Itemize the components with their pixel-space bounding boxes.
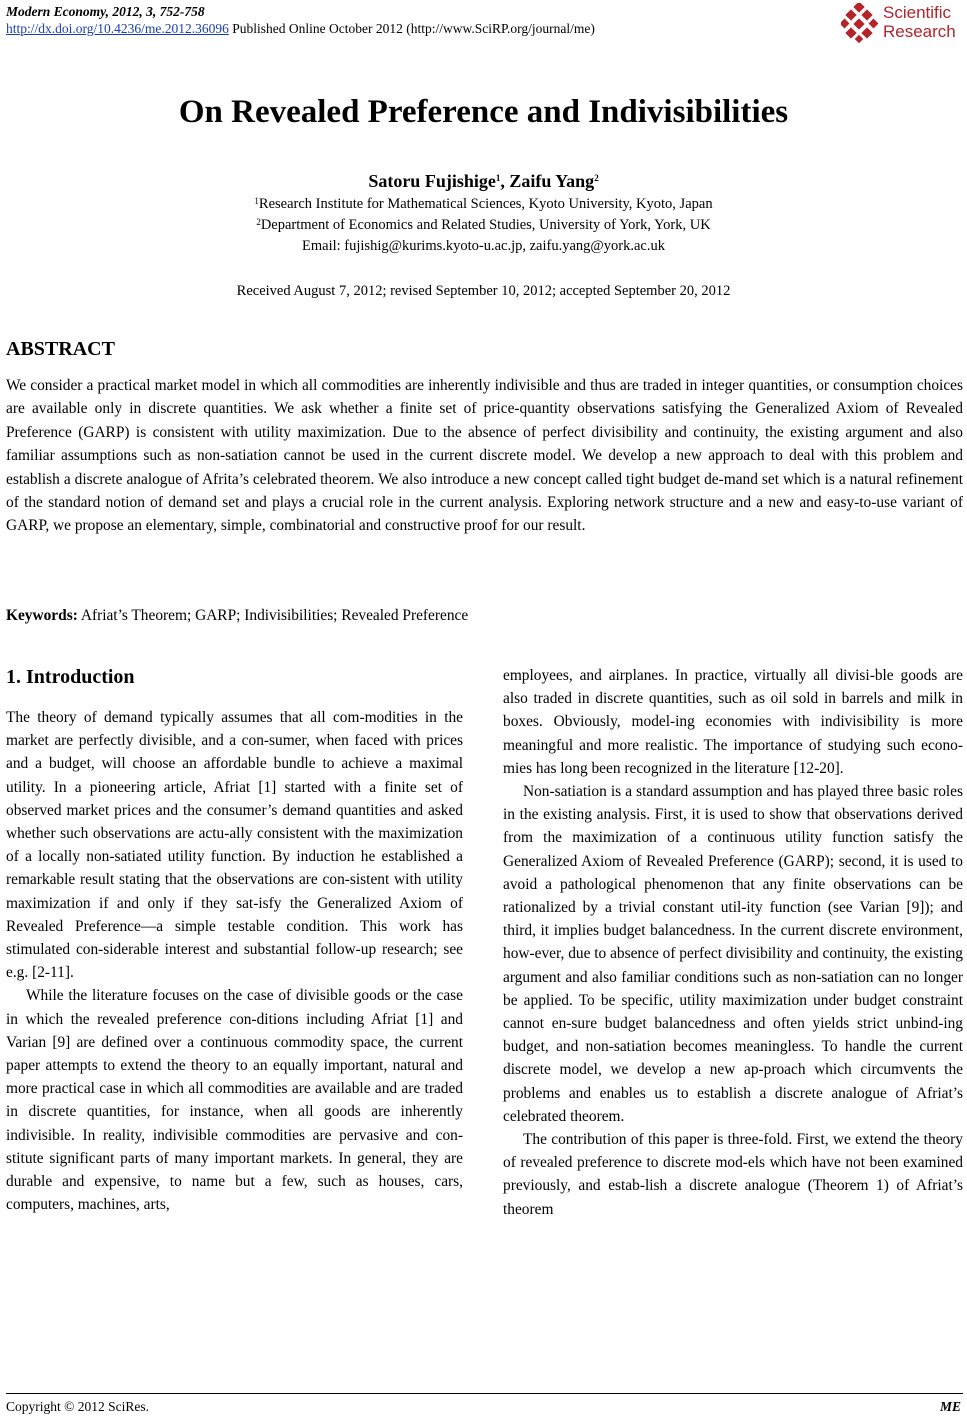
logo-mark-icon	[841, 3, 879, 43]
affiliation-2-text: Department of Economics and Related Studies, University of York, York, UK	[260, 217, 711, 233]
author-1-affiliation-mark: 1	[495, 173, 501, 183]
footer-copyright: Copyright © 2012 SciRes.	[6, 1399, 150, 1414]
logo-text-scientific: Scientific	[883, 3, 952, 22]
affiliation-1-text: Research Institute for Mathematical Sciences, Kyoto University, Kyoto, Japan	[258, 196, 713, 212]
paper-title: On Revealed Preference and Indivisibilities	[178, 94, 789, 130]
intro-paragraph-1: The theory of demand typically assumes that all com-modities in the market are perfectly divisible, and a con-sumer, when faced with prices and a budget, will choose an affordable bundle to achieve a maximal utility. In a pioneering article, Afriat [1] started with a finite set of observed market prices and the consumer’s demand quantities and asked whether such observations are actu-ally consistent with the maximization of a locally non-satiated utility function. By induction he established a remarkable result stating that the observations are con-sistent with utility maximization if and only if they sat-isfy the Generalized Axiom of Revealed Preference—a simple testable condition. This work has stimulated con-siderable interest and substantial follow-up research; see e.g. [2-11].	[6, 709, 463, 982]
right-column	[503, 664, 963, 1221]
keywords-label: Keywords:	[6, 607, 78, 624]
author-2-affiliation-mark: 2	[594, 173, 599, 183]
left-column	[6, 706, 463, 1216]
logo-text-research: Research	[883, 22, 956, 41]
abstract-heading: ABSTRACT	[6, 338, 115, 360]
intro-paragraph-3: Non-satiation is a standard assumption and has played three basic roles in the existing analysis. First, it is used to show that observations derived from the maximization of a continuous utility function satisfy the Generalized Axiom of Revealed Preference (GARP); second, it is used to avoid a pathological phenomenon that any finite observations can be rationalized by a trivial constant util-ity function (see Varian [9]); and third, it implies budget balancedness. In the current discrete environment, how-ever, due to absence of perfect divisibility and continuity, the existing argument and also familiar conditions such as non-satiation can no longer be applied. To be specific, utility maximization under budget constraint cannot en-sure budget balancedness and often yields strict unbind-ing budget, and non-satiation becomes meaningless. To handle the current discrete model, we develop a new ap-proach which circumvents the problems and enables us to establish a discrete analogue of Afriat’s celebrated theorem.	[503, 783, 963, 1125]
intro-paragraph-2: While the literature focuses on the case of divisible goods or the case in which the revealed preference con-ditions including Afriat [1] and Varian [9] are defined over a continuous commodity space, the current paper attempts to extend the theory to an equally important, natural and more practical case in which all commodities are available and are traded in discrete quantities, for instance, when all goods are inherently indivisible. In reality, indivisible commodities are pervasive and con-stitute significant parts of many important markets. In general, they are durable and expensive, to name but a few, such as houses, cars, computers, machines, arts,	[6, 987, 463, 1214]
affiliation-1	[0, 194, 967, 214]
scientific-research-logo	[841, 2, 961, 44]
author-2: Zaifu Yang	[509, 171, 595, 191]
doi-link[interactable]: http://dx.doi.org/10.4236/me.2012.36096	[6, 21, 229, 36]
received-dates: Received August 7, 2012; revised September 10, 2012; accepted September 20, 2012	[236, 283, 731, 299]
abstract-text: We consider a practical market model in which all commodities are inherently indivisible and thus are traded in integer quantities, or consumption choices are available only in discrete quantities. We ask whether a finite set of price-quantity observations satisfying the Generalized Axiom of Revealed Preference (GARP) is consistent with utility maximization. Due to the absence of perfect divisibility and continuity, the existing argument and also familiar assumptions such as non-satiation cannot be used in the current discrete model. We develop a new approach to deal with this problem and establish a discrete analogue of Afrita’s celebrated theorem. We also introduce a new concept called tight budget de-mand set which is a natural refinement of the standard notion of demand set and plays a crucial role in the current analysis. Exploring network structure and a new and easy-to-use variant of GARP, we propose an elementary, simple, combinatorial and constructive proof for our result.	[6, 377, 963, 535]
section-heading-introduction: 1. Introduction	[6, 666, 135, 688]
keywords	[6, 605, 963, 627]
intro-paragraph-2-continued: employees, and airplanes. In practice, virtually all divisi-ble goods are also traded in discrete quantities, such as oil sold in barrels and milk in boxes. Obviously, model-ing economies with indivisibility is more meaningful and more realistic. The importance of studying such econo-mies has long been recognized in the literature [12-20].	[503, 667, 963, 777]
affiliation-2-mark: 2	[256, 217, 261, 227]
journal-volume-pages: , 2012, 3, 752-758	[105, 4, 205, 19]
author-1: Satoru Fujishige	[368, 171, 496, 191]
intro-paragraph-4: The contribution of this paper is three-fold. First, we extend the theory of revealed preference to discrete mod-els which have not been examined previously, and estab-lish a discrete analogue (Theorem 1) of Afriat’s theorem	[503, 1131, 963, 1218]
affiliation-1-mark: 1	[254, 196, 259, 206]
author-separator: ,	[500, 171, 510, 191]
footer-journal-abbreviation: ME	[939, 1399, 961, 1414]
author-line	[0, 170, 967, 192]
journal-citation	[6, 4, 205, 20]
keywords-list: Afriat’s Theorem; GARP; Indivisibilities; Revealed Preference	[77, 607, 469, 624]
author-emails: Email: fujishig@kurims.kyoto-u.ac.jp, zaifu.yang@york.ac.uk	[302, 238, 665, 254]
footer-divider	[6, 1393, 963, 1394]
journal-name: Modern Economy	[6, 4, 106, 19]
affiliation-2	[0, 215, 967, 235]
doi-line	[6, 21, 595, 37]
published-online-text: Published Online October 2012 (http://www.SciRP.org/journal/me)	[228, 21, 595, 36]
